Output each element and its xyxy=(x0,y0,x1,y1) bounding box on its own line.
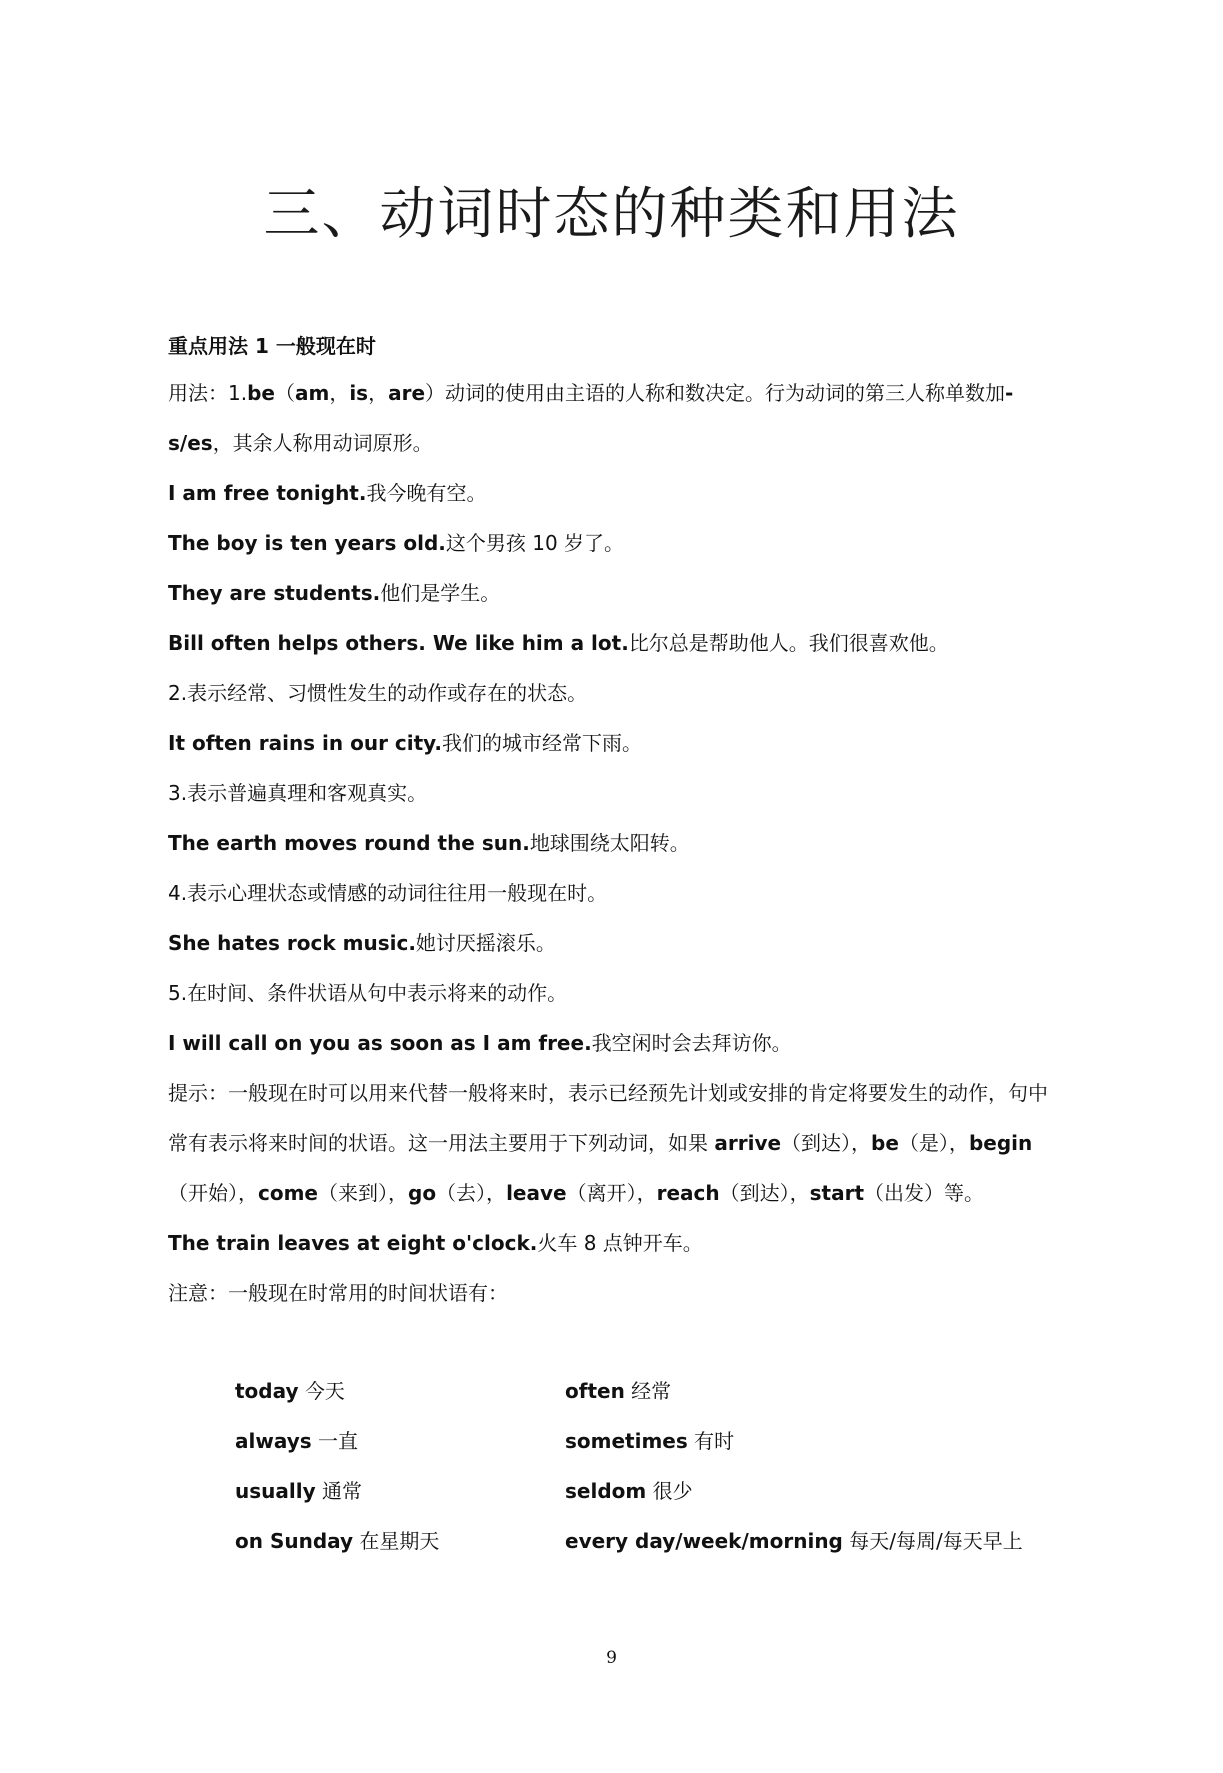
text-line xyxy=(168,880,1048,906)
chinese-text: 用法：1. xyxy=(168,381,248,405)
adverbial-english: often xyxy=(565,1379,625,1403)
english-text: go xyxy=(408,1181,437,1205)
table-cell-right xyxy=(565,1525,1023,1554)
adverbial-chinese: 一直 xyxy=(311,1429,359,1453)
english-text: She hates rock music. xyxy=(168,931,416,955)
english-text: The boy is ten years old. xyxy=(168,531,446,555)
adverbial-english: seldom xyxy=(565,1479,647,1503)
table-cell-right xyxy=(565,1475,693,1504)
chinese-text: （去）， xyxy=(436,1181,507,1205)
table-cell-left xyxy=(235,1475,362,1504)
page-number: 9 xyxy=(606,1648,617,1668)
english-text: is xyxy=(349,381,369,405)
text-line xyxy=(168,830,1048,856)
table-cell-right xyxy=(565,1375,671,1404)
chinese-text: 我们的城市经常下雨。 xyxy=(441,731,642,755)
chinese-text: 我今晚有空。 xyxy=(366,481,487,505)
body-text xyxy=(168,380,1048,1330)
english-text: The train leaves at eight o'clock. xyxy=(168,1231,538,1255)
english-text: are xyxy=(388,381,426,405)
text-line xyxy=(168,480,1048,506)
chinese-text: 比尔总是帮助他人。我们很喜欢他。 xyxy=(628,631,949,655)
english-text: I will call on you as soon as I am free. xyxy=(168,1031,592,1055)
table-cell-left xyxy=(235,1525,439,1554)
english-text: The earth moves round the sun. xyxy=(168,831,530,855)
english-text: come xyxy=(258,1181,318,1205)
text-line xyxy=(168,1068,1048,1218)
english-text: leave xyxy=(506,1181,567,1205)
chinese-text: 3.表示普遍真理和客观真实。 xyxy=(168,781,428,805)
adverbial-chinese: 每天/每周/每天早上 xyxy=(842,1529,1023,1553)
adverbial-chinese: 有时 xyxy=(687,1429,735,1453)
chinese-text: ， xyxy=(368,381,389,405)
english-text: They are students. xyxy=(168,581,381,605)
english-text: It often rains in our city. xyxy=(168,731,442,755)
text-line xyxy=(168,730,1048,756)
chinese-text: 火车 8 点钟开车。 xyxy=(537,1231,703,1255)
chinese-text: ， xyxy=(329,381,350,405)
chinese-text: （ xyxy=(274,381,295,405)
table-cell-left xyxy=(235,1375,345,1404)
table-row xyxy=(235,1475,1035,1525)
adverbial-chinese: 经常 xyxy=(624,1379,672,1403)
chinese-text: （到达）， xyxy=(781,1131,872,1155)
chinese-text: （出发）等。 xyxy=(864,1181,985,1205)
chinese-text: 提示：一般现在时可以用来代替一般将来时，表示已经预先计划或安排的肯定将要发生的动作，句中常有表示将来时间的状语。这一用法主要用于下列动词，如果 xyxy=(168,1081,1048,1155)
text-line xyxy=(168,1230,1048,1256)
text-line xyxy=(168,980,1048,1006)
english-text: be xyxy=(871,1131,899,1155)
table-row xyxy=(235,1525,1035,1575)
english-text: am xyxy=(294,381,330,405)
chinese-text: 地球围绕太阳转。 xyxy=(529,831,690,855)
text-line xyxy=(168,530,1048,556)
adverbial-english: usually xyxy=(235,1479,316,1503)
english-text: reach xyxy=(656,1181,720,1205)
text-line xyxy=(168,368,1048,468)
chinese-text: （是）， xyxy=(898,1131,969,1155)
chinese-text: （到达）， xyxy=(719,1181,810,1205)
chinese-text: （来到）， xyxy=(318,1181,408,1205)
chinese-text: ，其余人称用动词原形。 xyxy=(212,431,433,455)
page-title: 三、动词时态的种类和用法 xyxy=(263,182,960,247)
english-text: Bill often helps others. We like him a lot. xyxy=(168,631,629,655)
adverbial-english: always xyxy=(235,1429,312,1453)
chinese-text: ）动词的使用由主语的人称和数决定。行为动词的第三人称单数加 xyxy=(425,381,1006,405)
adverbial-english: on Sunday xyxy=(235,1529,354,1553)
english-text: arrive xyxy=(714,1131,782,1155)
chinese-text: 4.表示心理状态或情感的动词往往用一般现在时。 xyxy=(168,881,608,905)
table-cell-right xyxy=(565,1425,734,1454)
english-text: begin xyxy=(968,1131,1033,1155)
chinese-text: 注意：一般现在时常用的时间状语有： xyxy=(168,1281,508,1305)
time-adverbial-table xyxy=(235,1375,1035,1575)
adverbial-chinese: 很少 xyxy=(646,1479,693,1503)
english-text: start xyxy=(809,1181,865,1205)
chinese-text: 她讨厌摇滚乐。 xyxy=(415,931,556,955)
adverbial-english: today xyxy=(235,1379,299,1403)
section-heading: 重点用法 1 一般现在时 xyxy=(168,334,376,358)
chinese-text: 我空闲时会去拜访你。 xyxy=(591,1031,792,1055)
adverbial-chinese: 今天 xyxy=(298,1379,345,1403)
text-line xyxy=(168,780,1048,806)
table-row xyxy=(235,1375,1035,1425)
adverbial-english: sometimes xyxy=(565,1429,688,1453)
chinese-text: 这个男孩 10 岁了。 xyxy=(445,531,625,555)
table-cell-left xyxy=(235,1425,358,1454)
text-line xyxy=(168,930,1048,956)
text-line xyxy=(168,580,1048,606)
adverbial-chinese: 通常 xyxy=(315,1479,362,1503)
table-row xyxy=(235,1425,1035,1475)
chinese-text: （离开）， xyxy=(566,1181,657,1205)
chinese-text: 他们是学生。 xyxy=(380,581,501,605)
adverbial-chinese: 在星期天 xyxy=(353,1529,440,1553)
text-line xyxy=(168,680,1048,706)
chinese-text: 2.表示经常、习惯性发生的动作或存在的状态。 xyxy=(168,681,588,705)
chinese-text: （开始）， xyxy=(168,1181,258,1205)
english-text: be xyxy=(247,381,275,405)
chinese-text: 5.在时间、条件状语从句中表示将来的动作。 xyxy=(168,981,568,1005)
adverbial-english: every day/week/morning xyxy=(565,1529,843,1553)
english-text: -s/es xyxy=(168,381,1014,455)
english-text: I am free tonight. xyxy=(168,481,367,505)
text-line xyxy=(168,1030,1048,1056)
text-line xyxy=(168,1280,1048,1306)
text-line xyxy=(168,630,1048,656)
